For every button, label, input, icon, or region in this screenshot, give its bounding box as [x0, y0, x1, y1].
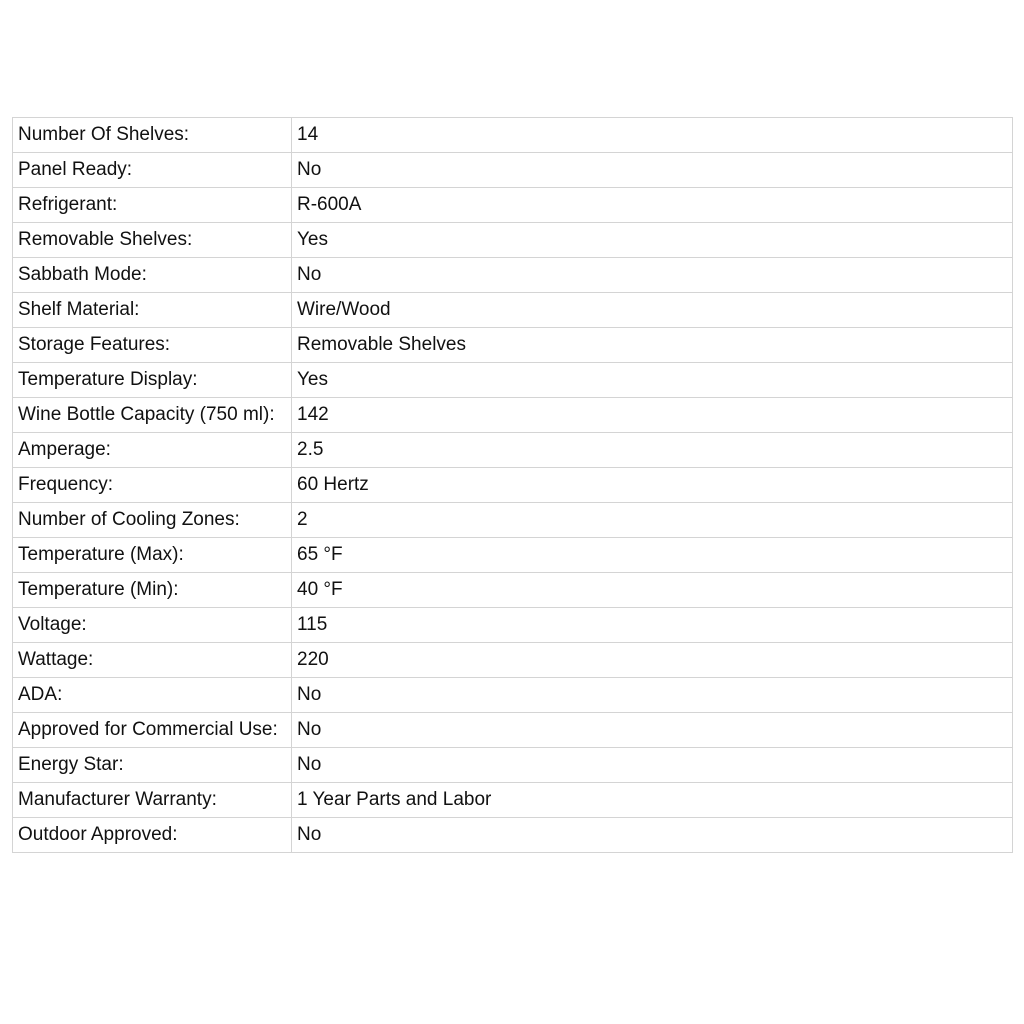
spec-value: No [292, 748, 1013, 783]
table-row [13, 783, 1013, 818]
table-row [13, 643, 1013, 678]
table-row [13, 223, 1013, 258]
spec-label: Voltage: [13, 608, 292, 643]
table-row [13, 678, 1013, 713]
table-row [13, 153, 1013, 188]
spec-value: 2 [292, 503, 1013, 538]
spec-value: No [292, 713, 1013, 748]
spec-label: Frequency: [13, 468, 292, 503]
table-row [13, 293, 1013, 328]
spec-label: Wattage: [13, 643, 292, 678]
spec-value: Removable Shelves [292, 328, 1013, 363]
spec-value: 142 [292, 398, 1013, 433]
table-row [13, 573, 1013, 608]
spec-value: 220 [292, 643, 1013, 678]
spec-label: Sabbath Mode: [13, 258, 292, 293]
spec-label: Removable Shelves: [13, 223, 292, 258]
spec-label: ADA: [13, 678, 292, 713]
spec-label: Temperature (Max): [13, 538, 292, 573]
spec-value: No [292, 258, 1013, 293]
spec-label: Shelf Material: [13, 293, 292, 328]
table-row [13, 748, 1013, 783]
table-row [13, 538, 1013, 573]
spec-label: Approved for Commercial Use: [13, 713, 292, 748]
table-row [13, 363, 1013, 398]
table-row [13, 468, 1013, 503]
spec-label: Wine Bottle Capacity (750 ml): [13, 398, 292, 433]
spec-value: R-600A [292, 188, 1013, 223]
specifications-table-body [13, 118, 1013, 853]
spec-value: Yes [292, 223, 1013, 258]
spec-value: No [292, 153, 1013, 188]
table-row [13, 328, 1013, 363]
spec-label: Amperage: [13, 433, 292, 468]
spec-label: Storage Features: [13, 328, 292, 363]
spec-value: 60 Hertz [292, 468, 1013, 503]
spec-label: Refrigerant: [13, 188, 292, 223]
spec-label: Panel Ready: [13, 153, 292, 188]
table-row [13, 433, 1013, 468]
table-row [13, 818, 1013, 853]
spec-label: Outdoor Approved: [13, 818, 292, 853]
spec-value: 40 °F [292, 573, 1013, 608]
table-row [13, 713, 1013, 748]
spec-label: Manufacturer Warranty: [13, 783, 292, 818]
spec-value: 1 Year Parts and Labor [292, 783, 1013, 818]
table-row [13, 503, 1013, 538]
spec-label: Temperature Display: [13, 363, 292, 398]
table-row [13, 188, 1013, 223]
specifications-table [12, 117, 1013, 853]
table-row [13, 608, 1013, 643]
spec-value: No [292, 818, 1013, 853]
spec-label: Number Of Shelves: [13, 118, 292, 153]
table-row [13, 258, 1013, 293]
spec-label: Temperature (Min): [13, 573, 292, 608]
spec-value: No [292, 678, 1013, 713]
spec-value: 115 [292, 608, 1013, 643]
spec-value: 14 [292, 118, 1013, 153]
spec-value: 65 °F [292, 538, 1013, 573]
spec-label: Number of Cooling Zones: [13, 503, 292, 538]
spec-label: Energy Star: [13, 748, 292, 783]
spec-value: Wire/Wood [292, 293, 1013, 328]
spec-value: Yes [292, 363, 1013, 398]
spec-value: 2.5 [292, 433, 1013, 468]
table-row [13, 398, 1013, 433]
table-row [13, 118, 1013, 153]
